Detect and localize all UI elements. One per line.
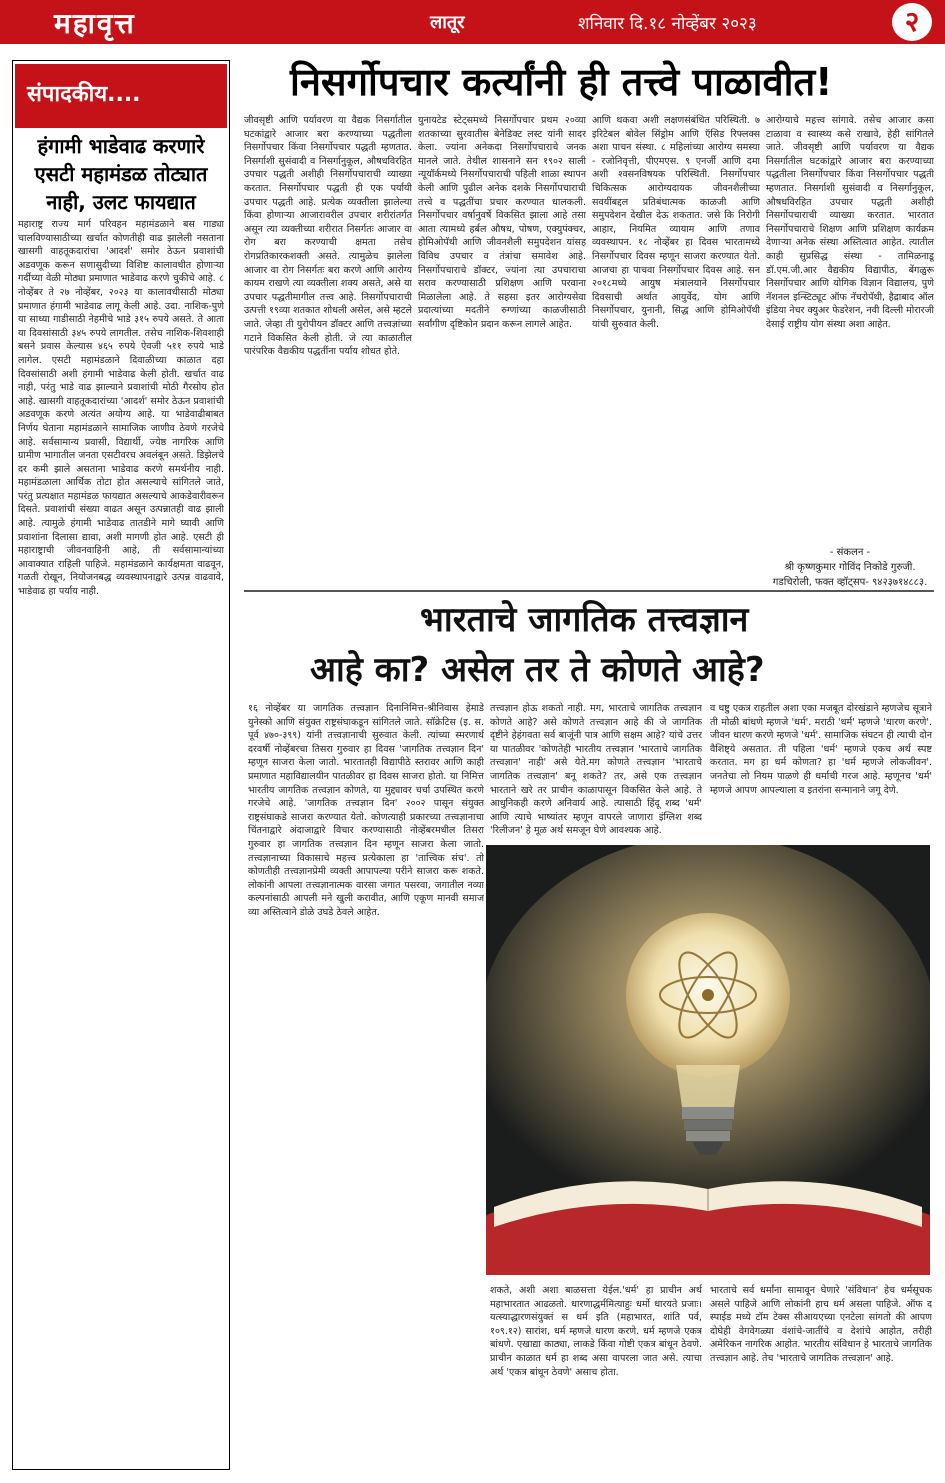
page-number: २ — [892, 3, 932, 41]
lightbulb-book-illustration — [486, 845, 930, 1275]
editorial-body: महाराष्ट्र राज्य मार्ग परिवहन महामंडळाने बस गाड्या चालविण्यासाठीच्या खर्चात कोणतीही वाढ झालेली नसताना खासगी वाहतूकदारांचा 'आदर्श' समोर ठेऊन प्रवाशांची अडवणूक करून सणासुदीच्या विशिष्ट कालावधीत होणाऱ्या गर्दीच्या वेळी मोठ्या प्रमाणात भाडेवाढ करणे चुकीचे आहे. ८ नोव्हेंबर ते २७ नोव्हेंबर, २०२३ या कालावधीसाठी मोठ्या प्रमाणात हंगामी भाडेवाढ लागू केली आहे. उदा. नाशिक-पुणे या साध्या गाडीसाठी नेहमीचे भाडे ३१५ रुपये असते. ते आता या दिवसांसाठी ३४५ रुपये लागतील. तसेच नाशिक-शिवशाही बसने प्रवास केल्यास ४६५ रुपये ऐवजी ५११ रुपये भाडे लागेल. एसटी महामंडळाने दिवाळीच्या काळात दहा दिवसांसाठी अशी हंगामी भाडेवाढ केली होती. खर्चात वाढ नाही, परंतु भाडे वाढ झाल्याने प्रवाशांची मोठी गैरसोय होत आहे. खासगी वाहतूकदारांच्या 'आदर्श' समोर ठेऊन प्रवाशांची अडवणूक करणे अत्यंत अयोग्य आहे. या भाडेवाढीबाबत निर्णय घेताना महामंडळाने सामाजिक जाणीव ठेवणे गरजेचे आहे. सर्वसामान्य प्रवासी, विद्यार्थी, ज्येष्ठ नागरिक आणि ग्रामीण भागातील जनता एसटीवरच अवलंबून असते. डिझेलचे दर कमी झाले असताना भाडेवाढ करणे समर्थनीय नाही. महामंडळाला आर्थिक तोटा होत असल्याचे सांगितले जाते, परंतु प्रत्यक्षात महामंडळ फायद्यात असल्याचे आकडेवारीवरून दिसते. प्रवाशांची संख्या वाढत असून उत्पन्नातही वाढ झाली आहे. त्यामुळे हंगामी भाडेवाढ तातडीने मागे घ्यावी आणि प्रवाशांना दिलासा द्यावा, अशी मागणी होत आहे. एसटी ही महाराष्ट्राची जीवनवाहिनी आहे, ती सर्वसामान्यांच्या आवाक्यात राहिली पाहिजे. महामंडळाने कार्यक्षमता वाढवून, गळती रोखून, नियोजनबद्ध व्यवस्थापनाद्वारे उत्पन्न वाढवावे, भाडेवाढ हा पर्याय नाही. — [18, 219, 224, 598]
article1-column-3: आणि थकवा अशी लक्षणसंबंधित परिस्थिती. ७ इरिटेबल बोवेल सिंड्रोम आणि ऍसिड रिफ्लक्स अशा पाचन संस्था. ८ महिलांच्या आरोग्य समस्या - रजोनिवृत्ती, पीएमएस. ९ एनर्जी आणि दमा अशी श्वसनविषयक परिस्थिती. निसर्गोपचार चिकित्सक आरोग्यदायक जीवनशैलीच्या सवयींबद्दल प्रतिबंधात्मक काळजी आणि समुपदेशन देखील देऊ शकतात. जसे कि निरोगी आहार, नियमित व्यायाम आणि तणाव व्यवस्थापन. १८ नोव्हेंबर हा दिवस भारतामध्ये निसर्गोपचार दिवस म्हणून साजरा करण्यात येतो. आजचा हा पाचवा निसर्गोपचार दिवस आहे. सन २०१८मध्ये आयुष मंत्रालयाने निसर्गोपचार दिवसाची अर्थात आयुर्वेद, योग आणि निसर्गोपचार, युनानी, सिद्ध आणि होमिओपॅथी यांची सुरुवात केली. — [592, 115, 760, 330]
article2-headline-line2: आहे का? असेल तर ते कोणते आहे? — [310, 650, 765, 690]
editorial-section-bar — [15, 64, 227, 128]
article2-headline-line1: भारताचे जागतिक तत्त्वज्ञान — [420, 600, 749, 640]
editorial-headline: हंगामी भाडेवाढ करणारे एसटी महामंडळ तोट्यात नाही, उलट फायद्यात — [34, 134, 208, 214]
article2-column-3: व धष्टु एकत्र राहतील अशा एका मजबूत दोरखंडाने म्हणजेच सूत्राने ती मोळी बांधणे म्हणजे 'धर्म'. मराठी 'धर्म' म्हणजे 'धारण करणे'. जीवन धारण करणे म्हणजे 'धर्म'. सामाजिक संघटन ही त्याची दोन वैशिष्ट्ये असतात. ती पहिला 'धर्म' म्हणजे एकच अर्थ स्पष्ट करतात. मग हा धर्म कोणता? हा 'धर्म म्हणजे लोकजीवन'. जनतेचा लो नियम पाळणे ही धर्माची गरज आहे. म्हणूनच 'धर्म' म्हणजे आपण आपल्याला व इतरांना सन्मानाने जगू देणे. — [710, 703, 932, 796]
article1-column-2: युनायटेड स्टेट्समध्ये निसर्गोपचार प्रथम २०व्या शतकाच्या सुरवातीस बेनेडिक्ट लस्ट यांनी सादर केला. ज्यांना अनेकदा निसर्गोपचाराचे जनक मानले जाते. तेथील शासनाने सन १९०२ साली न्यूयॉर्कमध्ये निसर्गोपचाराची पहिली शाळा स्थापन केली आणि पुढील अनेक दशके निसर्गोपचाराची तत्त्वे व पद्धतींचा प्रचार करण्यात धालकली. निसर्गोपचार वर्षानुवर्षे विकसित झाला आहे तसा आता त्यामध्ये हर्बल औषध, पोषण, एक्युपंक्चर, होमिओपॅथी आणि जीवनशैली समुपदेशन यांसह विविध उपचार व तंत्रांचा समावेश आहे. निसर्गोपचाराचे डॉक्टर, ज्यांना त्या उपचाराचा सराव करण्यासाठी प्रशिक्षण आणि परवाना मिळालेला आहे. ते सहसा इतर आरोग्यसेवा प्रदात्यांच्या मदतीने रुग्णांच्या काळजीसाठी सर्वांगीण दृष्टिकोन प्रदान करून लागले आहेत. — [418, 115, 586, 330]
article2-column-4: शकते, अशी अशा बाळसत्ता येईल.'धर्म' हा प्राचीन अर्थ महाभारतात आढळतो. धारणाद्धर्ममित्याहुः धर्मो धारयते प्रजाः। यत्स्याद्धारणसंयुक्तं स धर्म इति (महाभारत, शांति पर्व, १०९.१२) सारांश, धर्म म्हणजे धारण करणे. धर्म म्हणजे एकत्र बांधणे. एखाद्या काठ्या, लाकडे किंवा गोष्टी एकत्र बांधून ठेवणे. प्राचीन काळात धर्म हा शब्द असा वापरला जात असे. त्याचा अर्थ 'एकत्र बांधून ठेवणे' असाच होता. — [490, 1285, 702, 1378]
article1-column-1: जीवसृष्टी आणि पर्यावरण या वैद्यक निसर्गातील घटकांद्वारे आजार बरा करण्याच्या पद्धतीला निसर्गोपचार किंवा निसर्गोपचार पद्धती म्हणतात. निसर्गाशी सुसंवादी व निसर्गानुकूल, औषधविरहित उपचार पद्धती अशीही निसर्गोपचाराची व्याख्या करतात. निसर्गोपचार पद्धती ही एक पर्यायी उपचार पद्धती आहे. प्रत्येक व्यक्तीला झालेल्या किंवा होणाऱ्या आजारावरील उपचार शरीरांतर्गत असून त्या व्यक्तीच्या शरीरात निसर्गतः आजार वा रोग बरा करण्याची क्षमता तसेच रोगप्रतिकारकशक्ती असते. त्यामुळेच झालेला आजार वा रोग निसर्गतः बरा करणे आणि आरोग्य कायम राखणे त्या व्यक्तीला शक्य असते, असे या उपचार पद्धतीमागील तत्त्व आहे. निसर्गोपचाराची उत्पत्ती १९व्या शतकात शोधली असेल, असे म्हटले जाते. जेव्हा ती युरोपीयन डॉक्टर आणि तत्त्वज्ञांच्या गटाने विकसित केली होती. जे त्या काळातील पारंपरिक वैद्यकीय पद्धतींना पर्याय शोधत होते. — [244, 115, 412, 358]
article1-headline: निसर्गोपचार कर्त्यांनी ही तत्त्वे पाळावीत! — [290, 60, 833, 104]
article2-column-5: भारताचे सर्व धर्मांना सामावून घेणारे 'संविधान' हेच धर्मसूचक असले पाहिजे आणि लोकांनी हाच धर्म असला पाहिजे. ऑफ द स्पाईड मध्ये टॉम टेक्स सीआयएच्या एनटेला सांगतो की आपण दोघेही वेगवेगळ्या वंशांचे-जातींचे व देशांचे आहोत, तरीही अमेरिकन नागरिक आहोत. भारतीय संविधान हे भारताचे जागतिक तत्त्वज्ञान आहे. तेच 'भारताचे जागतिक तत्त्वज्ञान' आहे. — [710, 1285, 932, 1364]
issue-date: शनिवार दि.१८ नोव्हेंबर २०२३ — [578, 14, 757, 34]
signoff-place: गडचिरोली, फक्त व्हॉट्सप- ९४२३७१४८८३. — [772, 577, 928, 588]
article2-column-1: १६ नोव्हेंबर या जागतिक तत्त्वज्ञान दिनानिमित्त-श्रीनिवास हेमाडे युनेस्को आणि संयुक्त राष्ट्रसंघाकडून सांगितले जाते. सॉक्रेटिस (इ. स. पूर्व ४७०-३९९) यांनी तत्त्वज्ञानाची सुरुवात केली. त्यांच्या स्मरणार्थ दरवर्षी नोव्हेंबरचा तिसरा गुरुवार हा दिवस 'जागतिक तत्त्वज्ञान दिन' म्हणून साजरा केला जातो. भारतातही विद्यापीठे स्तरावर आणि काही प्रमाणात महाविद्यालयीन पातळीवर हा दिवस साजरा होतो. या निमित्त भारतीय जागतिक तत्त्वज्ञान कोणते, या मुद्द्यावर चर्चा उपस्थित करणे गरजेचे आहे. 'जागतिक तत्त्वज्ञान दिन' २००२ पासून संयुक्त राष्ट्रसंघाकडे साजरा करण्यात येतो. कोणत्याही प्रकारच्या तत्त्वज्ञानाचा चिंतनाद्वारे अंदाजाद्वारे विचार करण्यासाठी नोव्हेंबरमधील तिसरा गुरुवार हा जागतिक तत्त्वज्ञान दिन म्हणून साजरा केला जातो. तत्त्वज्ञानाच्या विकासाचे महत्त्व प्रत्येकाला हा 'तात्त्विक संच'. तो कोणतीही तत्त्वज्ञानप्रेमी व्यक्ती आपापल्या परीने साजरा करू शकते. लोकांनी आपला तत्त्वज्ञानात्मक वारसा जगात पसरवा, जगातील नव्या कल्पनांसाठी आपली मने खुली करावीत, आणि एकूण मानवी समाज व्या अस्तित्वाने डोळे उघडे ठेवले आहेत. — [248, 703, 484, 918]
edition-city: लातूर — [430, 12, 465, 33]
article1-signoff — [766, 545, 934, 590]
article1-column-4: आरोग्याचे महत्त्व सांगावे. तसेच आजार कसा टाळावा व स्वास्थ्य कसे राखावे, हेही सांगितले जाते. जीवसृष्टी आणि पर्यावरण या वैद्यक निसर्गातील घटकांद्वारे आजार बरा करण्याच्या पद्धतीला निसर्गोपचार किंवा निसर्गोपचार पद्धती म्हणतात. निसर्गाशी सुसंवादी व निसर्गानुकूल, औषधविरहित उपचार पद्धती अशीही निसर्गोपचाराची व्याख्या करतात. भारतात निसर्गोपचाराचे शिक्षण आणि प्रशिक्षण कार्यक्रम देणाऱ्या अनेक संस्था अस्तित्वात आहेत. त्यातील काही सुप्रसिद्ध संस्था - तामिळनाडू डॉ.एम.जी.आर वैद्यकीय विद्यापीठ, बेंगळुरू निसर्गोपचार आणि योगिक विज्ञान विद्यालय, पुणे नॅशनल इन्स्टिट्यूट ऑफ नॅचरोपॅथी, हैद्राबाद ऑल इंडिया नेचर क्युअर फेडरेशन, नवी दिल्ली मोरारजी देसाई राष्ट्रीय योग संस्था अशा आहेत. — [766, 115, 934, 330]
article-divider — [244, 590, 934, 592]
lightbulb-book-photo — [486, 845, 930, 1275]
editorial-section-label: संपादकीय.... — [27, 82, 141, 107]
article2-column-2: तत्त्वज्ञान होऊ शकतो नाही. मग, भारताचे जागतिक तत्त्वज्ञान कोणते आहे? असे कोणते तत्त्वज्ञान आहे की जे जागतिक दृष्टीने हेहंगवता सर्व बाजूंनी पात्र आणि सक्षम आहे? यांचे उत्तर या पातळीवर 'कोणतेही भारतीय तत्त्वज्ञान 'भारताचे जागतिक तत्त्वज्ञान' नाही' असे येते.मग कोणते तत्त्वज्ञान 'भारताचे जागतिक तत्त्वज्ञान' बनू शकते? तर, असे एक तत्त्वज्ञान भारताने खरे तर प्राचीन काळापासून विकसित केले आहे. ते आधुनिकही करणे अनिवार्य आहे. त्यासाठी हिंदू शब्द 'धर्म' आणि त्याचे भाष्यांतर म्हणून वापरले जाणारा इंग्लिश शब्द 'रिलीजन' हे मूळ अर्थ समजून घेणे आवश्यक आहे. — [490, 703, 702, 837]
masthead — [0, 0, 945, 44]
signoff-label: - संकलन - — [829, 547, 871, 558]
newspaper-name: महावृत्त — [54, 7, 136, 40]
signoff-name: श्री कृष्णकुमार गोविंद निकोडे गुरुजी. — [784, 562, 916, 573]
